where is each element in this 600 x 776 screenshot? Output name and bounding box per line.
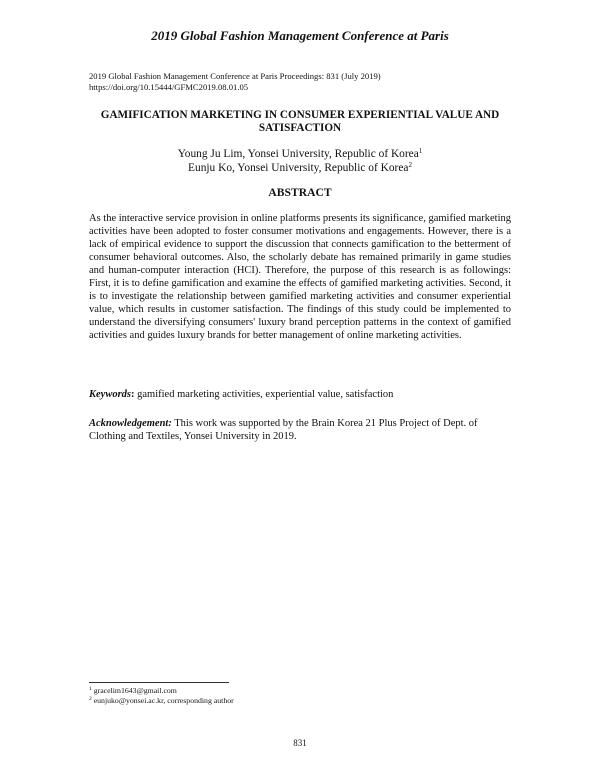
keywords xyxy=(89,388,511,401)
author-affiliation: Young Ju Lim, Yonsei University, Republic of Korea xyxy=(177,148,419,160)
author-line xyxy=(89,147,511,161)
footnote xyxy=(89,696,234,706)
acknowledgement-label: Acknowledgement: xyxy=(89,418,172,429)
acknowledgement xyxy=(89,417,511,443)
footnote-marker: 1 xyxy=(418,147,423,155)
abstract-body: As the interactive service provision in online platforms presents its significance, gamified marketing activities have been adopted to foster consumer motivations and engagements. However, there is a lack of empirical evidence to support the discussion that connects gamification to the betterment of consumer behavioral outcomes. Also, the scholarly debate has remained primarily in game studies and human-computer interaction (HCI). Therefore, the purpose of this research is as followings: First, it is to define gamification and examine the effects of gamified marketing activities. Second, it is to investigate the relationship between gamified marketing activities and consumer experiential value, which results in customer satisfaction. The findings of this study could be implemented to understand the diversifying consumers' luxury brand perception patterns in the context of gamified activities and guides luxury brands for better management of online marketing activities. xyxy=(89,213,511,341)
author-affiliation: Eunju Ko, Yonsei University, Republic of Korea xyxy=(188,162,409,174)
author-list xyxy=(89,147,511,175)
footnote-email[interactable]: gracelim1643@gmail.com xyxy=(91,686,177,695)
footnote-email[interactable]: eunjuko@yonsei.ac.kr, corresponding author xyxy=(91,696,234,705)
footnote-marker: 2 xyxy=(408,161,412,169)
footnote-divider xyxy=(89,682,229,683)
proceedings-info xyxy=(89,71,381,93)
page-number: 831 xyxy=(293,738,307,748)
abstract-heading: ABSTRACT xyxy=(268,186,332,199)
author-line xyxy=(89,161,511,175)
doi-link[interactable]: https://doi.org/10.15444/GFMC2019.08.01.05 xyxy=(89,82,249,92)
paper-title: GAMIFICATION MARKETING IN CONSUMER EXPERIENTIAL VALUE AND SATISFACTION xyxy=(100,109,500,134)
proceedings-citation: 2019 Global Fashion Management Conference at Paris Proceedings: 831 (July 2019) xyxy=(89,71,381,81)
footnote-marker: 1 xyxy=(89,686,92,692)
running-header: 2019 Global Fashion Management Conference at Paris xyxy=(151,28,449,43)
footnote-marker: 2 xyxy=(89,696,92,702)
keywords-label: Keywords xyxy=(89,389,131,400)
footnotes xyxy=(89,686,234,706)
keywords-text: gamified marketing activities, experiential value, satisfaction xyxy=(134,389,394,400)
keywords-colon: : xyxy=(131,389,135,400)
footnote xyxy=(89,686,234,696)
acknowledgement-text: This work was supported by the Brain Korea 21 Plus Project of Dept. of Clothing and Textiles, Yonsei University in 2019. xyxy=(89,418,478,442)
